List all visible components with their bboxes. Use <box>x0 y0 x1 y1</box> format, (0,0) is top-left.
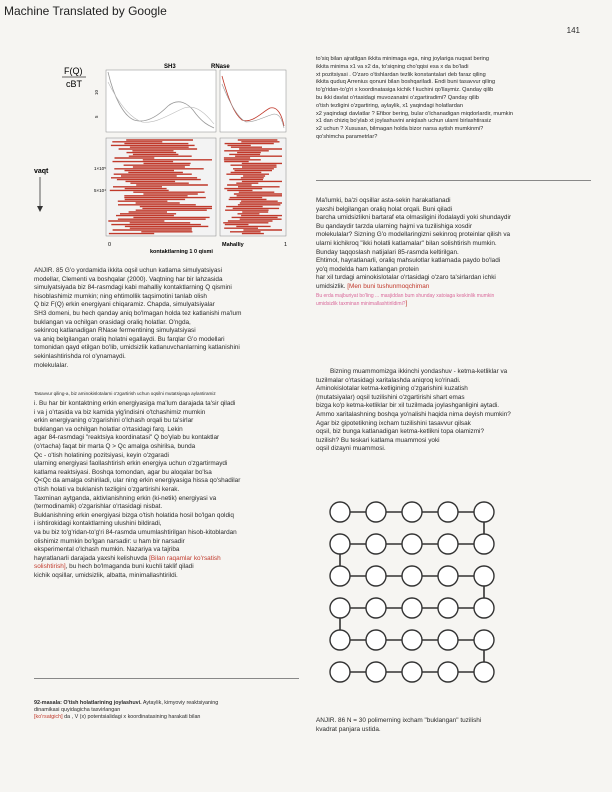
fq-label-top: F(Q) <box>64 66 83 76</box>
panel-sh3-free-energy <box>106 70 216 132</box>
vaqt-label: vaqt <box>34 168 49 175</box>
left-body-red-note: [Bilan raqamlar ko'rsatish solishtirish] <box>34 554 221 571</box>
monomer-node <box>402 598 422 618</box>
monomer-node <box>366 598 386 618</box>
problem-92 <box>34 700 309 722</box>
problem-title: 92-masala: O'tish holatlarining joylashuvi. <box>34 700 142 706</box>
right-divider <box>316 180 591 181</box>
right-paragraph-2 <box>316 197 596 309</box>
monomer-node <box>474 534 494 554</box>
y-tick-low2: 5×10⁴ <box>94 188 107 193</box>
monomer-node <box>366 566 386 586</box>
monomer-node <box>366 662 386 682</box>
monomer-node <box>330 566 350 586</box>
left-body-part2: , bu hech bo'lmaganda buni kuchli taklif qiladi kichik oqsillar, umidsizlik, albatta, minimallashtirildi. <box>34 563 194 579</box>
right-para2-red: [Men buni tushunmoqchiman <box>347 282 430 290</box>
y-tick-mid: 5 <box>94 115 99 118</box>
monomer-node <box>474 630 494 650</box>
monomer-node <box>438 566 458 586</box>
monomer-node <box>330 630 350 650</box>
x-axis-label-1: Mahalliy <box>222 242 244 248</box>
right-paragraph-3: Bizning muammomizga ikkinchi yondashuv - ketma-ketliklar va tuzilmalar o'rtasidagi xaritalashda aniqroq ko'rinadi. Aminokislotalar ketma-ketligining o'zgarishini kuzatish (mutatsiyalar) oqsil tuzilishini o'zgartirishi shart emas bizga ko'p ketma-ketliklar bir xil tuzilmada joylashganligini aytadi. Ammo xaritalashning boshqa yo'nalishi haqida nima deyish mumkin? Agar biz gipotetikning ixcham tuzilishini tasavvur qilsak oqsil, biz bunga katlanadigan ketma-ketlikni topa olamizmi? tuzilish? Bu teskari katlama muammosi yoki oqsil dizayni muammosi. <box>316 368 511 453</box>
monomer-node <box>330 502 350 522</box>
problem-red-note: [ko'rsatgich] <box>34 714 63 721</box>
monomer-node <box>474 566 494 586</box>
monomer-node <box>474 598 494 618</box>
x-axis-zero: 0 <box>108 242 112 248</box>
x-axis-label-2: kontaktlarning 1 0 qismi <box>150 249 213 255</box>
right-top-paragraph: to'siq bilan ajratilgan ikkita minimaga ega, ning joylariga nuqsat bering ikkita minima x1 va x2 da, to'siqning cho'qqisi esa x da bo'ladi xt pozitsiyasi . O'zaro o'tishlardan tezlik konstantalari deb faraz qiling ikkita quduq Arrenius qonuni bilan boshqariladi. Endi buni tasavvur qiling to'g'ridan-to'g'ri x koordinatasiga kichik f kuchini qo'llaymiz. Qanday qilib bu ikki davlat o'rtasidagi muvozanatni o'zgartiradimi? Qanday qilib o'tish tezligini o'zgartiring, aylaylik, x1 yaqindagi holatlardan x2 yaqindagi davlatlar ? Efibor bering, bular o'lchanadigan miqdorlardir, mumkin x1 dan chiziq bo'ylab xt joylashuvini aniqlash uchun ularni birlashtirasiz x2 uchun ? Xususan, bilmagan holda bizor narsa aytish mumkinmi? qo'shimcha parametrlar? <box>316 56 513 140</box>
monomer-node <box>402 534 422 554</box>
monomer-node <box>474 502 494 522</box>
y-tick-top: 10 <box>94 89 99 95</box>
monomer-node <box>474 662 494 682</box>
panel-left-label: SH3 <box>164 64 176 70</box>
monomer-node <box>402 662 422 682</box>
monomer-node <box>366 502 386 522</box>
monomer-node <box>330 598 350 618</box>
monomer-node <box>366 630 386 650</box>
panel-right-label: RNase <box>211 64 230 70</box>
monomer-node <box>330 662 350 682</box>
figure-86-caption: ANJIR. 86 N = 30 polimerning ixcham "buklangan" tuzilishi kvadrat panjara ustida. <box>316 717 482 733</box>
monomer-node <box>438 630 458 650</box>
page-header: Machine Translated by Google <box>4 4 167 18</box>
right-para2-pink: Bu erda majburiyat bo'ling ... masjiddan bum shunday xatoiaga keskinlik mumkin umidsizlik taxminan minimallashtirildimi? <box>316 292 495 308</box>
figure-85 <box>34 58 304 258</box>
page-number: 141 <box>566 26 580 35</box>
monomer-node <box>402 630 422 650</box>
problem-text-2: da , V (x) potentsialidagi x koordinatasining harakati bilan <box>62 714 201 721</box>
y-tick-low1: 1×10⁵ <box>94 166 107 171</box>
monomer-node <box>330 534 350 554</box>
right-para2-text: Ma'lumki, ba'zi oqsillar asta-sekin harakatlanadi yaxshi belgilangan oraliq holat orqali. Buni qiladi barcha umidsizlikni bartaraf eta olmasligini ifodalaydi yoki shundaydir Bu qandaydir tarzda ularning hajmi va tuzilishiga xosdir molekulalar? Sizning G'o modellaringizni sekinroq proteinlar qilish va ularni kichikroq "ikki holatli katlamalar" bilan solishtirish mumkin. Bunday taqqoslash natijalari 85-rasmda keltirilgan. Ehtimol, hayratlanarli, oraliq mahsulotlar katlamada paydo bo'ladi yo'q modelda ham katlangan protein har xil turdagi aminokislotalar o'rtasidagi o'zaro ta'sirlardan ichki umidsizlik. <box>316 197 512 290</box>
left-divider <box>34 678 299 679</box>
monomer-node <box>402 566 422 586</box>
monomer-node <box>366 534 386 554</box>
x-axis-one: 1 <box>284 242 288 248</box>
left-body-text <box>34 400 309 580</box>
monomer-node <box>438 534 458 554</box>
footnote-intro: Tasavvur qiling-a, biz aminokislotalarni o'zgartirish uchun oqsilni mutatsiyaga aylantiramiz <box>34 391 216 396</box>
monomer-node <box>402 502 422 522</box>
monomer-node <box>438 598 458 618</box>
fq-label-bottom: cBT <box>66 79 83 89</box>
figure-86-lattice <box>326 498 506 698</box>
figure-85-caption: ANJIR. 85 G'o yordamida ikkita oqsil uchun katlama simulyatsiyasi modellar, Clementi va boshqalar (2000). Vaqtning har bir lahzasida simulyatsiyada biz 84-rasmdagi kabi mahalliy kontaktlarning Q qismini hisoblashimiz mumkin; ning ehtimollik taqsimotini tanlab olish Q biz F(Q) erkin energiyani chiqaramiz. Chapda, simulyatsiyalar SH3 domeni, bu hech qanday aniq bo'lmagan holda tez katlanishi ma'lum buklangan va ochilgan orasidagi oraliq holatlar. O'ngda, sekinroq katlanadigan RNase fermentining simulyatsiyasi va aniq belgilangan oraliq holatni egallaydi. Bu farqlar G'o modellari tomonidan qayd etilgan bo'lib, umidsizlik katlanuvchanlarning katlanishini sekinlashtirishda rol o'ynamaydi. molekulalar. <box>34 267 242 369</box>
right-para2-red-close: ] <box>405 300 408 308</box>
left-body-part1: i. Bu har bir kontaktning erkin energiyasiga ma'lum darajada ta'sir qiladi i va j o'rtasida va biz kamida yig'indisini o'tchashimiz mumkin erkin energiyaning o'zgarishini o'lchash orqali bu ta'sirlar buklangan va ochilgan holatlar o'rtasidagi farq. Lekin agar 84-rasmdagi "reaktsiya koordinatasi" Q bo'ylab bu kontaktlar (o'rtacha) faqat bir marta Q > Qc amalga oshirilsa, bunda Qc - o'tish holatining pozitsiyasi, keyin o'zgaradi ularning energiyasi faollashtirish erkin energiya uchun o'zgartirmaydi katlama reaktsiyasi. Boshqa tomondan, agar bu aloqalar bo'lsa Q<Qc da amalga oshiriladi, ular ning erkin energiyasiga hissa qo'shadilar o'tish holati va buklanish tezligini o'zgartirishi kerak. Taxminan aytganda, aktivlanishning erkin (ki-netik) energiyasi va (termodinamik) o'zgarishlar o'rtasidagi nisbat. Buklanishning erkin energiyasi bizga o'tish holatida hosil bo'lgan qoldiq i ishtirokidagi kontaktlarning ulushini bildiradi, va bu biz to'g'ridan-to'g'ri 84-rasmda umumlashtirilgan hisob-kitoblardan olishimiz mumkin bo'lgan narsadir: u ham bir narsadir eksperimental o'lchash mumkin. Nazariya va tajriba hayratlanarli darajada yaxshi kelishuvda <box>34 400 241 562</box>
monomer-node <box>438 502 458 522</box>
problem-text: Aytaylik, kimyoviy reaktsiyaning dinamikasi quyidagicha tasvirlangan <box>34 700 219 714</box>
monomer-node <box>438 662 458 682</box>
